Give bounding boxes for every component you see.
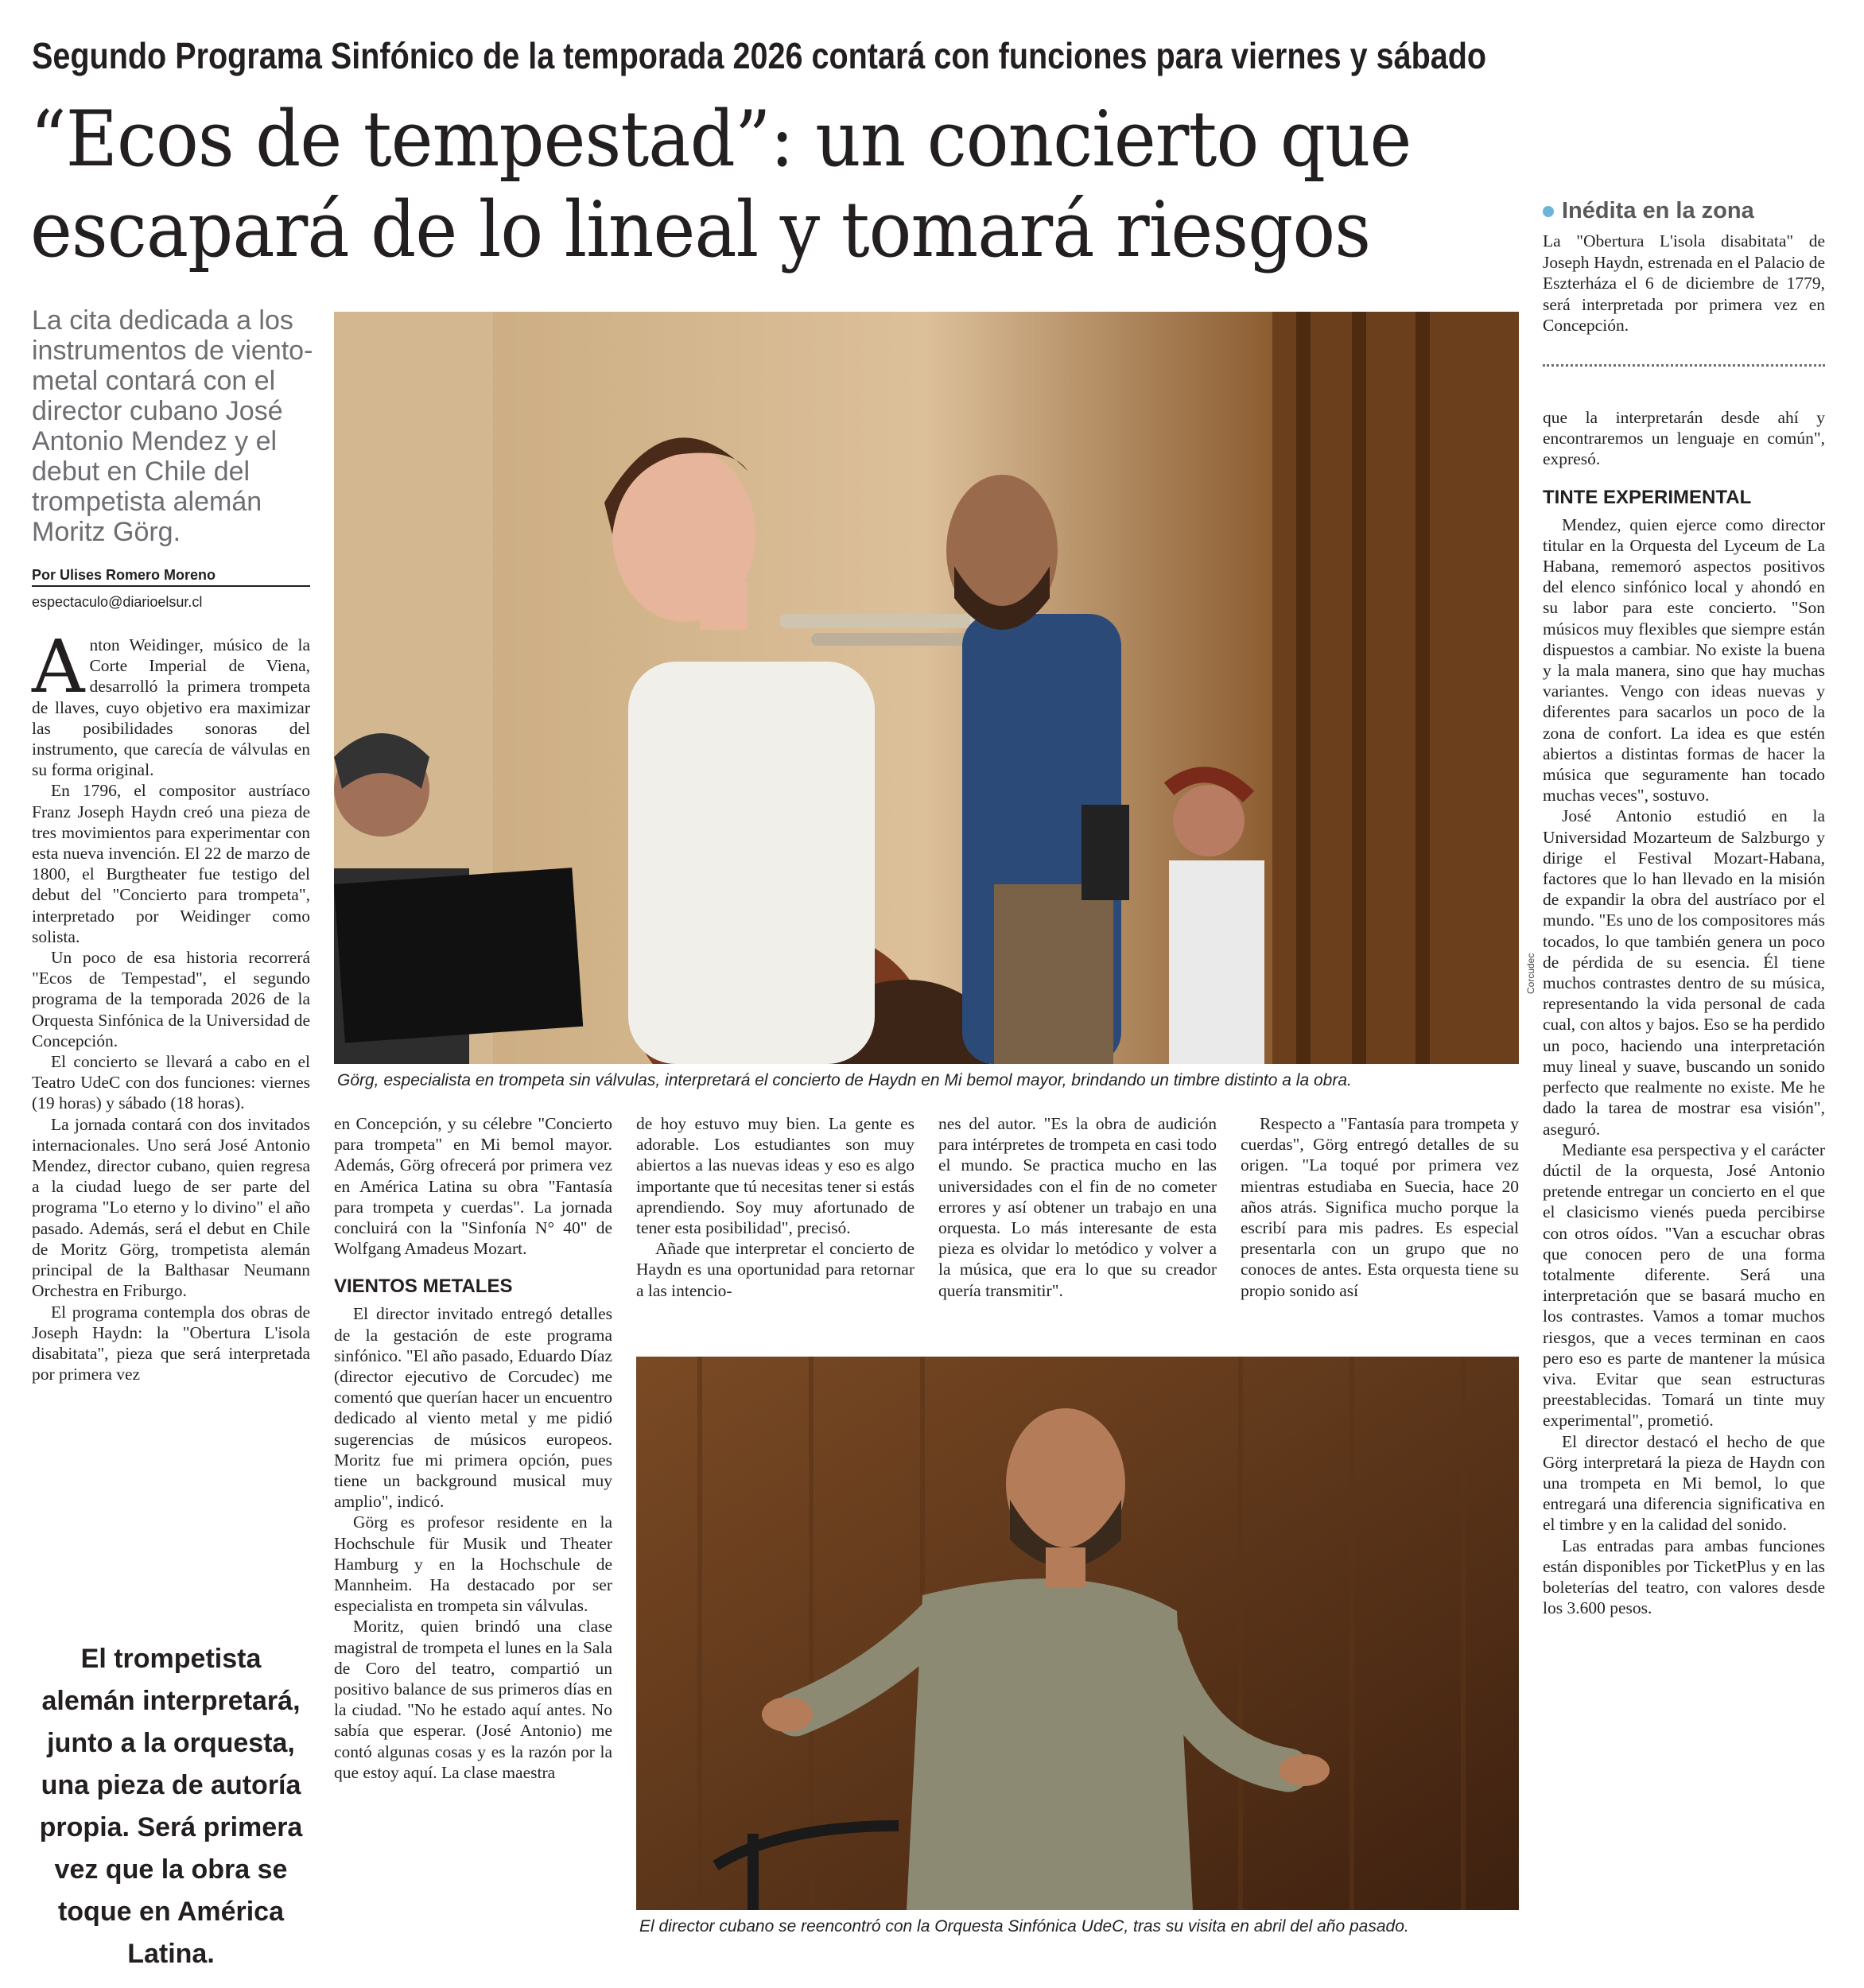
article-paragraph: Mendez, quien ejerce como director titular en la Orquesta del Lyceum de La Habana, rememoró aspectos positivos del elenco sinfónico local y ahondó en su labor para este concierto. "Son músicos muy flexibles que siempre están dispuestos a cambiar. No existe la buena y la mala manera, sino que hay muchas variantes. Vengo con ideas nuevas y diferentes para sacarlos un poco de la zona de confort. La idea es que estén abiertos a distintas formas de hacer la música que seguramente han tocado muchas veces", sostuvo. [1543,514,1825,806]
article-paragraph: La jornada contará con dos invitados internacionales. Uno será José Antonio Mendez, director cubano, quien regresa a la ciudad luego de ser parte del programa "Lo eterno y lo divino" el año pasado. Además, será el debut en Chile de Moritz Görg, trompetista alemán principal de la Balthasar Neumann Orchestra en Friburgo. [32,1114,310,1301]
sidebar-text: La "Obertura L'isola disabitata" de Joseph Haydn, estrenada en el Palacio de Eszterháza el 6 de diciembre de 1779, será interpretada por primera vez en Concepción. [1543,231,1825,335]
article-paragraph: en Concepción, y su célebre "Concierto para trompeta" en Mi bemol mayor. Además, Görg ofrecerá por primera vez en América Latina su obra "Fantasía para trompeta y cuerdas". La jornada concluirá con la "Sinfonía N° 40" de Wolfgang Amadeus Mozart. [334,1114,612,1259]
article-paragraph: Añade que interpretar el concierto de Haydn es una oportunidad para retornar a las intencio- [636,1239,915,1300]
article-column-3 [636,1113,915,1301]
byline: Por Ulises Romero Moreno [32,566,310,587]
article-paragraph: Görg es profesor residente en la Hochschule für Musik und Theater Hamburg y en la Hochschule de Mannheim. Ha destacado por ser especialista en trompeta sin válvulas. [334,1512,612,1616]
article-paragraph: El programa contempla dos obras de Joseph Haydn: la "Obertura L'isola disabitata", pieza que será interpretada por primera vez [32,1302,310,1384]
photo-conductor [636,1357,1519,1910]
article-paragraph: Anton Weidinger, músico de la Corte Imperial de Viena, desarrolló la primera trompeta de llaves, cuyo objetivo era maximizar las posibilidades sonoras del instrumento, que carecía de válvulas en su forma original. [32,624,310,780]
photo-conductor-caption: El director cubano se reencontró con la Orquesta Sinfónica UdeC, tras su visita en abril del año pasado. [639,1917,1409,1936]
article-column-1 [32,624,310,1384]
kicker: Segundo Programa Sinfónico de la temporada 2026 contará con funciones para viernes y sábado [32,35,1487,76]
article-paragraph: Las entradas para ambas funciones están disponibles por TicketPlus y en las boleterías del teatro, con valores desde los 3.600 pesos. [1543,1536,1825,1618]
sidebar-title-text: Inédita en la zona [1562,198,1754,223]
article-column-5 [1241,1113,1519,1301]
photo-credit: Corcudec [1525,953,1536,994]
article-column-6 [1543,407,1825,1618]
subhead-vientos-metales: VIENTOS METALES [334,1276,513,1298]
photo-trumpeter [334,312,1519,1064]
article-paragraph: Mediante esa perspectiva y el carácter dúctil de la orquesta, José Antonio pretende entregar un concierto en el que el clasicismo vienés pueda percibirse con otros oídos. "Van a escuchar obras que conocen pero de una forma totalmente diferente. Será una interpretación que se basará mucho en los contrastes. Vamos a tomar muchos riesgos, que a veces terminan en caos pero eso es parte de mantener la música viva. Evitar que sean estructuras preestablecidas. Tomará un tinte muy experimental", prometió. [1543,1140,1825,1431]
article-paragraph: Respecto a "Fantasía para trompeta y cuerdas", Görg entregó detalles de su origen. "La toqué por primera vez mientras estudiaba en Suecia, hace 20 años atrás. Significa mucho porque la escribí para mis padres. Es especial presentarla con un grupo que no conoces de antes. Esta orquesta tiene su propio sonido así [1241,1114,1519,1300]
headline-line-2: escapará de lo lineal y tomará riesgos [30,185,1371,274]
article-paragraph: José Antonio estudió en la Universidad Mozarteum de Salzburgo y dirige el Festival Mozart-Habana, factores que lo han llevado en la misión de expandir la obra del austríaco por el mundo. "Es uno de los compositores más tocados, lo que también genera un poco de pérdida de su esencia. Él tiene muchos contrastes dentro de su música, representando la vida personal de cada cual, con altos y bajos. Eso se ha perdido un poco, haciendo una interpretación muy lineal y suave, buscando un sonido perfecto que realmente no existe. Me he dado la tarea de mostrar esa visión", aseguró. [1543,806,1825,1139]
article-paragraph: nes del autor. "Es la obra de audición para intérpretes de trompeta en casi todo el mundo. Se practica mucho en las universidades con el fin de no cometer errores y así obtener un trabajo en una orquesta. Lo más interesante de esta pieza es olvidar lo metódico y volver a la música, que era lo que su creador quería transmitir". [938,1114,1217,1300]
article-paragraph: Moritz, quien brindó una clase magistral de trompeta el lunes en la Sala de Coro del teatro, compartió un positivo balance de sus primeros días en la ciudad. "No he estado aquí antes. No sabía que esperar. (José Antonio) me contó algunas cosas y es la razón por la que estoy aquí. La clase maestra [334,1617,612,1782]
deck: La cita dedicada a los instrumentos de viento-metal contará con el director cubano José Antonio Mendez y el debut en Chile del trompetista alemán Moritz Görg. [32,305,313,547]
subhead-tinte-experimental: TINTE EXPERIMENTAL [1543,486,1752,508]
photo-trumpeter-illustration [334,312,1519,1064]
bullet-dot-icon [1543,206,1554,217]
sidebar-title [1543,197,1825,224]
article-paragraph: En 1796, el compositor austríaco Franz Joseph Haydn creó una pieza de tres movimientos para experimentar con esta nueva invención. El 22 de marzo de 1800, el Burgtheater fue testigo del debut del "Concierto para trompeta", interpretado por Weidinger como solista. [32,781,310,946]
article-column-2 [334,1113,612,1783]
article-paragraph: El director invitado entregó detalles de la gestación de este programa sinfónico. "El año pasado, Eduardo Díaz (director ejecutivo de Corcudec) me comentó que querían hacer un encuentro dedicado al viento metal y me pidió sugerencias de músicos europeos. Moritz fue mi primera opción, pues tiene un background musical muy amplio", indicó. [334,1304,612,1512]
drop-cap: A [32,624,85,709]
headline-line-1: “Ecos de tempestad”: un concierto que [30,95,1412,184]
sidebar-divider [1543,364,1825,367]
article-paragraph: Un poco de esa historia recorrerá "Ecos de Tempestad", el segundo programa de la temporada 2026 de la Orquesta Sinfónica de la Universidad de Concepción. [32,948,310,1050]
headline [30,94,1541,275]
article-paragraph: El director destacó el hecho de que Görg interpretará la pieza de Haydn con una trompeta en Mi bemol, lo que entregará una diferencia significativa en el timbre y en la calidad del sonido. [1543,1431,1825,1535]
article-column-4 [938,1113,1217,1301]
pull-quote: El trompetista alemán interpretará, junto a la orquesta, una pieza de autoría propia. Será primera vez que la obra se toque en América Latina. [39,1644,303,1969]
byline-email[interactable]: espectaculo@diarioelsur.cl [32,594,203,610]
photo-conductor-illustration [636,1357,1519,1910]
article-paragraph: El concierto se llevará a cabo en el Teatro UdeC con dos funciones: viernes (19 horas) y sábado (18 horas). [32,1052,310,1113]
photo-trumpeter-caption: Görg, especialista en trompeta sin válvulas, interpretará el concierto de Haydn en Mi bemol mayor, brindando un timbre distinto a la obra. [337,1071,1352,1089]
article-paragraph: que la interpretarán desde ahí y encontraremos un lenguaje en común", expresó. [1543,408,1825,469]
article-paragraph: de hoy estuvo muy bien. La gente es adorable. Los estudiantes son muy abiertos a las nuevas ideas y eso es algo importante que tú necesitas tener si estás aprendiendo. Soy muy afortunado de tener esta posibilidad", precisó. [636,1114,915,1238]
